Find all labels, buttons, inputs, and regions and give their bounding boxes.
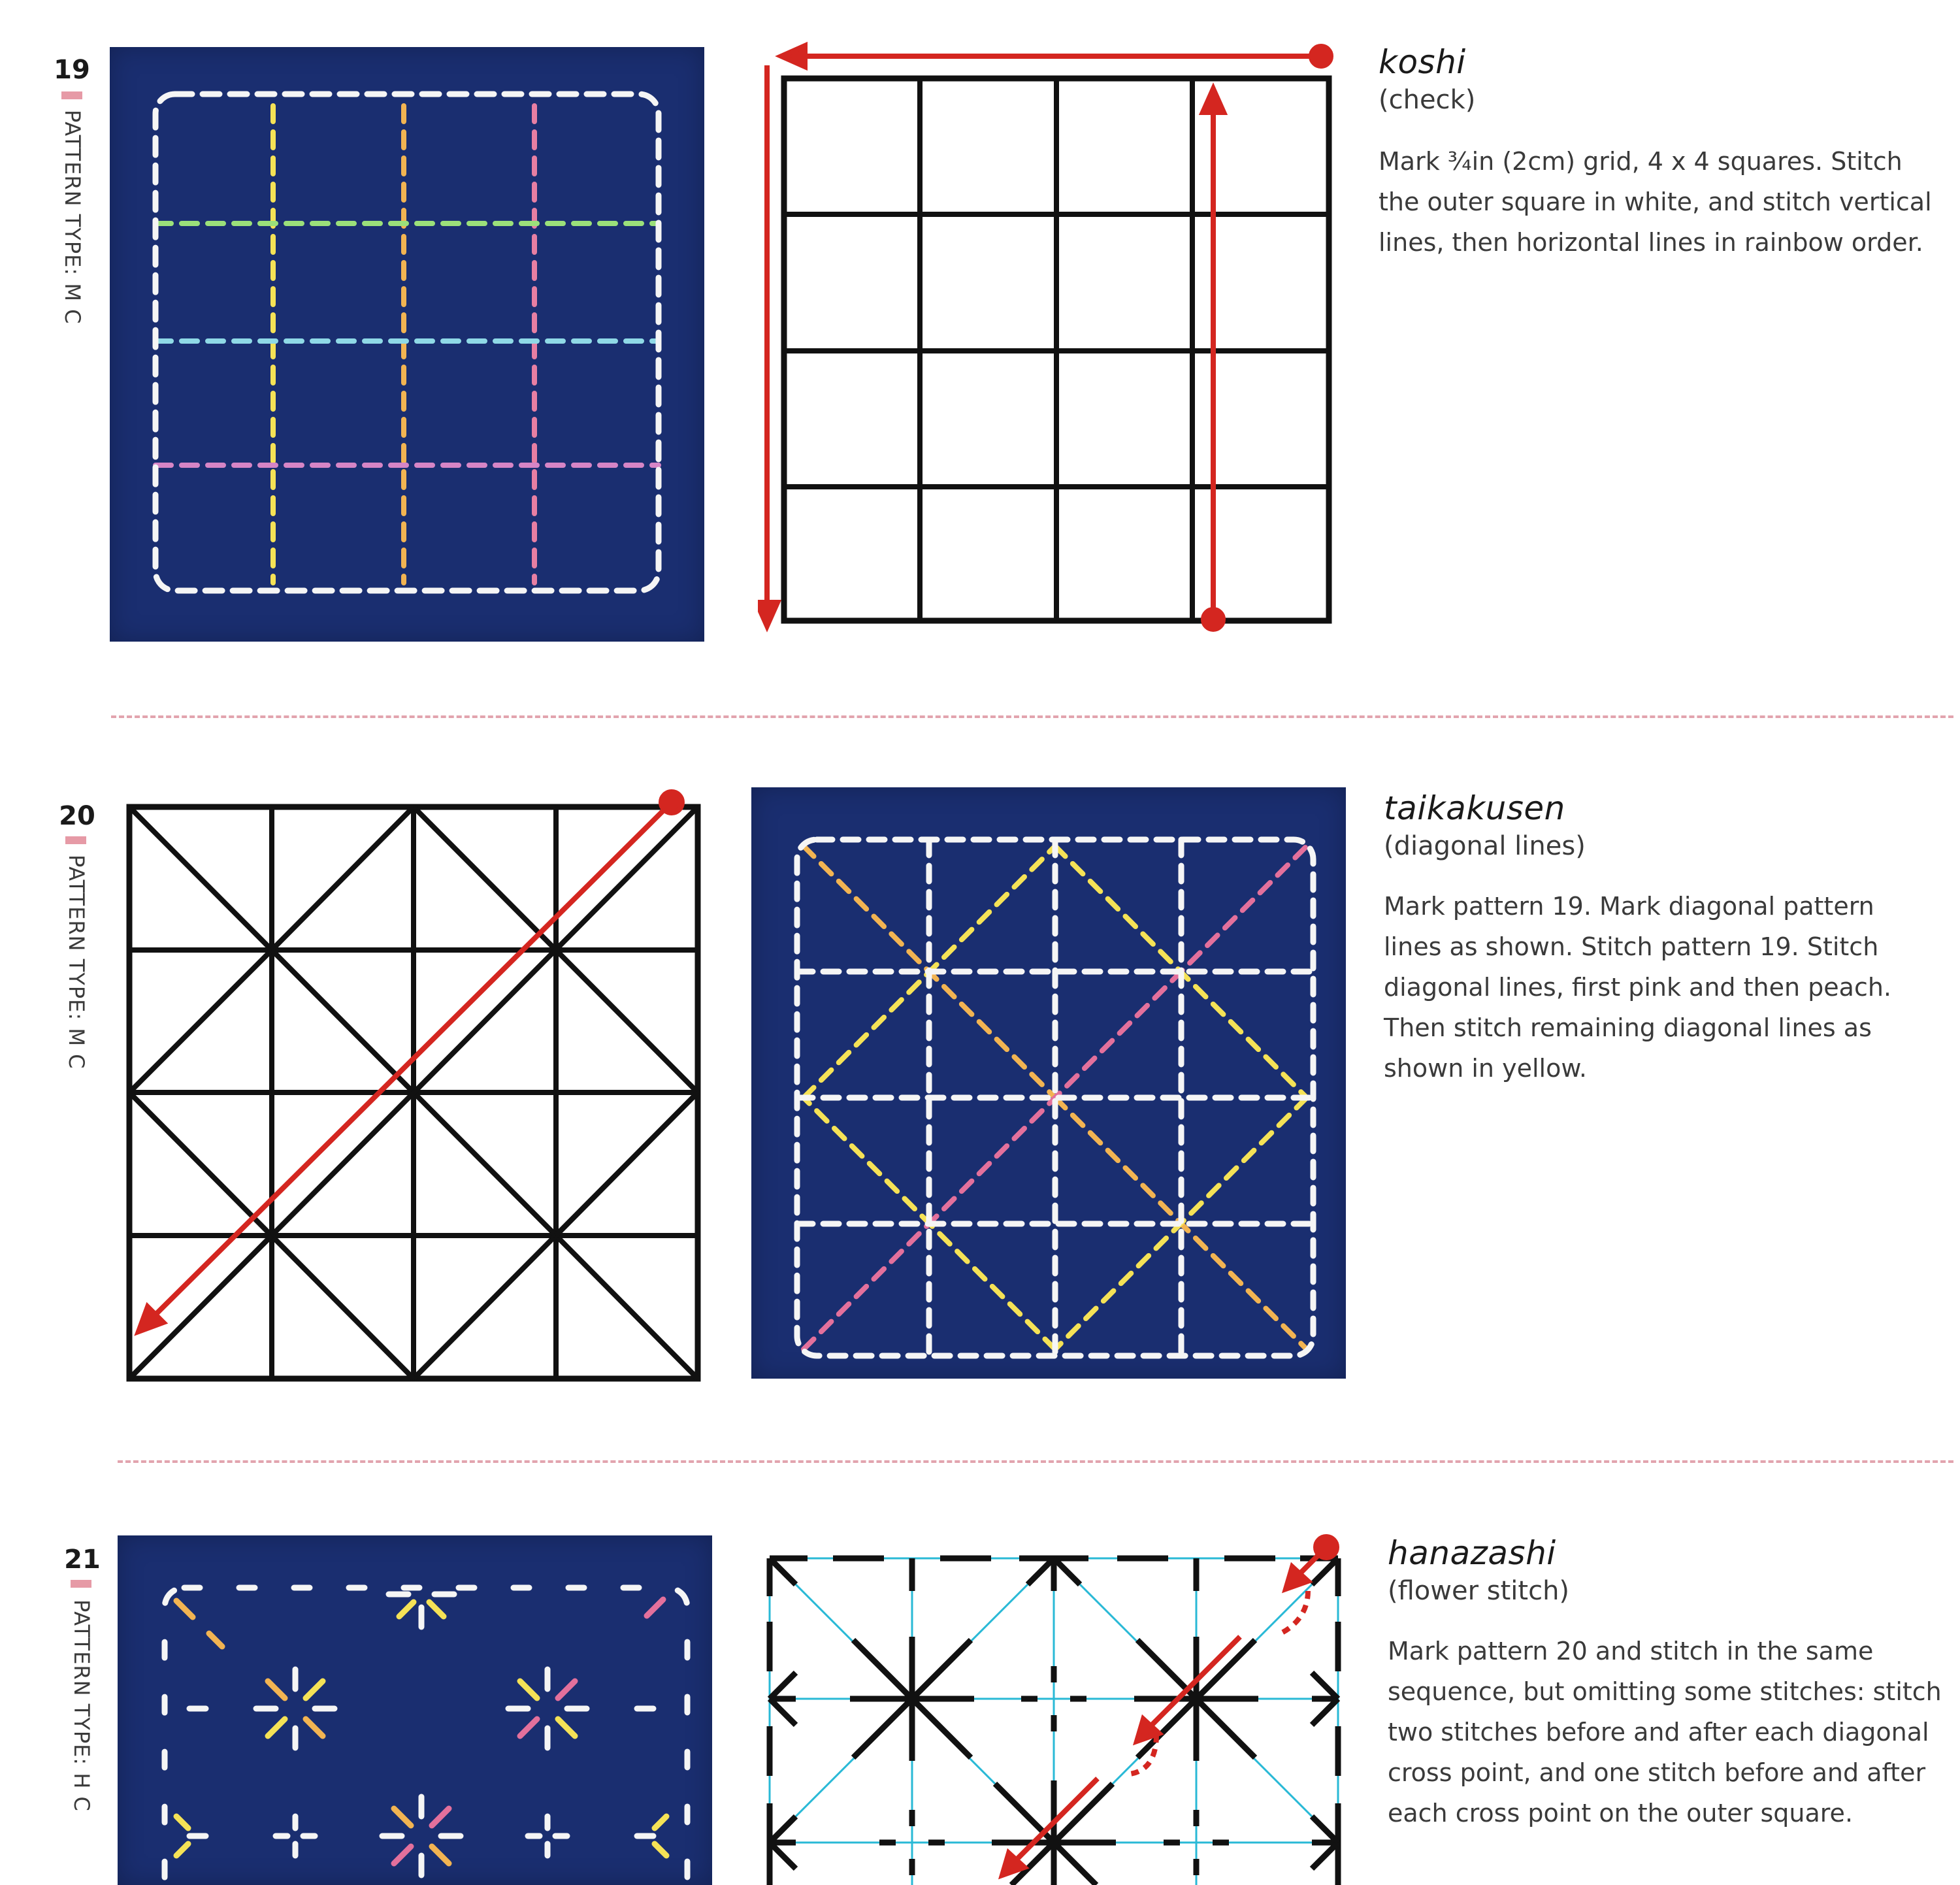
section-divider <box>118 1460 1953 1463</box>
stitched-sample-20 <box>751 787 1346 1379</box>
description-line: shown in yellow. <box>1384 1054 1587 1083</box>
description-line: Mark ¾in (2cm) grid, 4 x 4 squares. Stitch <box>1379 147 1903 176</box>
description-line: two stitches before and after each diagonal <box>1388 1718 1929 1746</box>
pattern-subtitle-20: (diagonal lines) <box>1384 831 1586 861</box>
description-line: Mark pattern 20 and stitch in the same <box>1388 1637 1874 1665</box>
diagram-20 <box>118 784 706 1392</box>
pattern-title-20: taikakusen <box>1384 789 1565 827</box>
pattern-description-21 <box>1388 1631 1960 1833</box>
section-divider <box>111 715 1953 718</box>
pattern-number-21: 21 <box>64 1545 101 1575</box>
pattern-type-20: PATTERN TYPE: M C <box>64 855 89 1070</box>
description-line: lines as shown. Stitch pattern 19. Stitch <box>1384 932 1879 961</box>
diagram-21 <box>758 1529 1352 1885</box>
pattern-title-21: hanazashi <box>1388 1534 1556 1572</box>
pattern-type-21: PATTERN TYPE: H C <box>69 1599 94 1812</box>
description-line: sequence, but omitting some stitches: stitch <box>1388 1677 1942 1706</box>
pattern-description-19 <box>1379 141 1953 263</box>
pattern-title-19: koshi <box>1379 43 1466 81</box>
description-line: each cross point on the outer square. <box>1388 1799 1854 1828</box>
description-line: cross point, and one stitch before and after <box>1388 1758 1926 1787</box>
pattern-type-19: PATTERN TYPE: M C <box>60 110 85 325</box>
diagram-19 <box>758 39 1346 653</box>
stitched-sample-21 <box>118 1535 712 1885</box>
pattern-marker-20 <box>65 836 86 844</box>
description-line: Mark pattern 19. Mark diagonal pattern <box>1384 892 1874 921</box>
pattern-marker-19 <box>61 91 82 99</box>
description-line: the outer square in white, and stitch vertical <box>1379 188 1932 216</box>
pattern-subtitle-19: (check) <box>1379 85 1476 115</box>
pattern-number-19: 19 <box>54 55 90 85</box>
pattern-subtitle-21: (flower stitch) <box>1388 1576 1570 1606</box>
pattern-description-20 <box>1384 886 1959 1089</box>
stitched-sample-19 <box>110 47 704 642</box>
pattern-number-20: 20 <box>59 801 95 831</box>
description-line: diagonal lines, first pink and then peach. <box>1384 973 1891 1002</box>
pattern-marker-21 <box>71 1580 91 1588</box>
description-line: lines, then horizontal lines in rainbow order. <box>1379 228 1923 257</box>
description-line: Then stitch remaining diagonal lines as <box>1384 1013 1872 1042</box>
